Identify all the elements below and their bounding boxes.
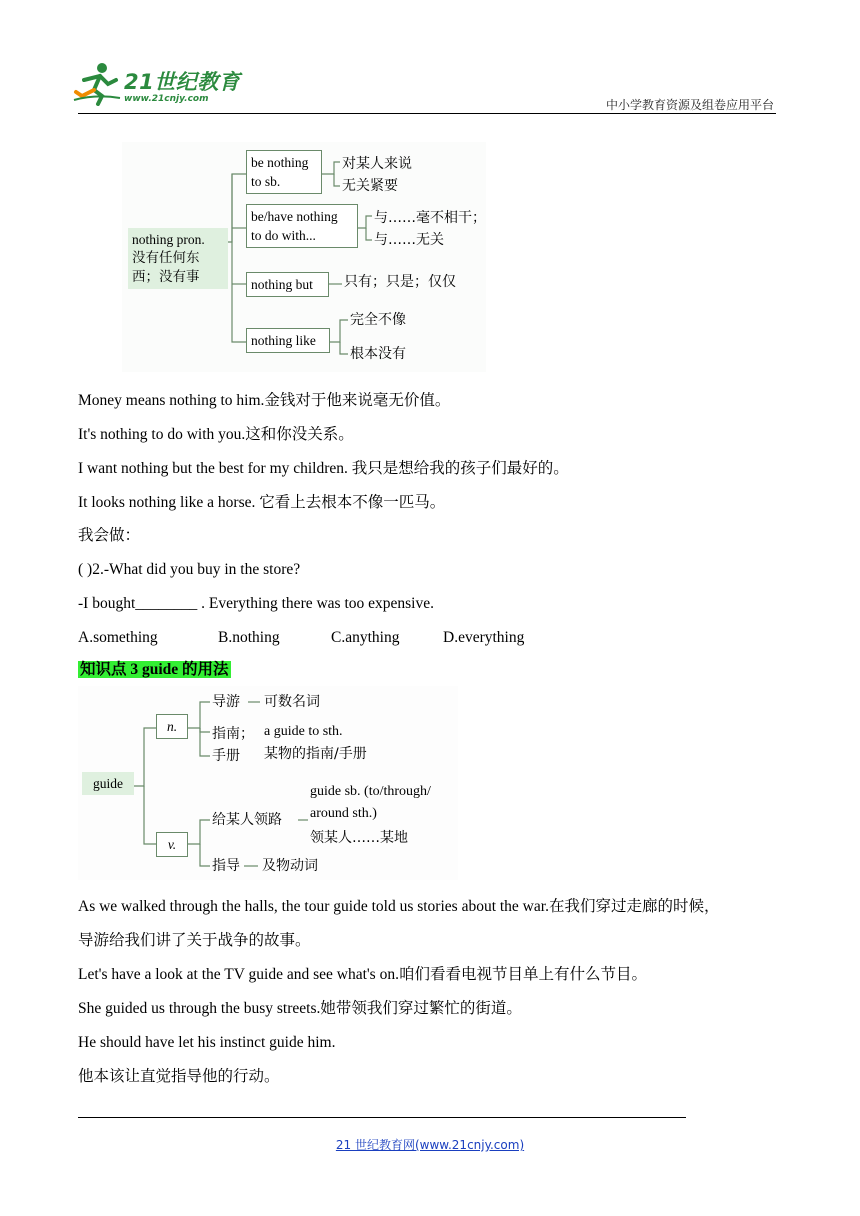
noun-label: n. xyxy=(166,719,178,734)
b4-en: nothing like xyxy=(251,333,316,348)
b4-zh-2: 根本没有 xyxy=(350,346,406,362)
b4-zh-1: 完全不像 xyxy=(350,312,406,328)
platform-name: 中小学教育资源及组卷应用平台 xyxy=(605,98,774,112)
example-4: It looks nothing like a horse. 它看上去根本不像一匹马。 xyxy=(78,494,446,511)
option-c: C.anything xyxy=(331,629,400,646)
guide-example-4-zh: 他本该让直觉指导他的行动。 xyxy=(78,1068,280,1085)
exercise-answer-line: -I bought________ . Everything there was too expensive. xyxy=(78,595,434,612)
section-3-highlight: 知识点 3 guide 的用法 xyxy=(80,661,229,678)
verb-node xyxy=(156,832,188,857)
guide-root-label: guide xyxy=(93,776,123,791)
noun-node xyxy=(156,714,188,739)
header-divider xyxy=(78,113,776,114)
b1-zh-1: 对某人来说 xyxy=(342,156,412,172)
v1-en-2: around sth.) xyxy=(310,806,377,821)
verb-label: v. xyxy=(167,837,177,852)
b2-en-2: to do with... xyxy=(251,228,316,243)
n2-zh: 指南； xyxy=(212,726,254,742)
n1-zh: 导游 xyxy=(212,694,240,710)
example-1: Money means nothing to him.金钱对于他来说毫无价值。 xyxy=(78,392,451,409)
logo-text: 21世纪教育 xyxy=(124,70,241,94)
root-node xyxy=(128,228,228,289)
branch-have-nothing xyxy=(246,204,358,248)
n2-en: a guide to sth. xyxy=(264,724,343,739)
b2-en-1: be/have nothing xyxy=(251,209,338,224)
logo-url: www.21cnjy.com xyxy=(124,94,209,104)
n3-desc: 某物的指南/手册 xyxy=(264,746,367,762)
section-3-title xyxy=(78,660,231,680)
b1-en-1: be nothing xyxy=(251,155,309,170)
n3-zh: 手册 xyxy=(212,748,240,764)
branch-nothing-like xyxy=(246,328,330,353)
option-d: D.everything xyxy=(443,629,525,646)
b3-en: nothing but xyxy=(251,277,313,292)
footer-link[interactable]: 21 世纪教育网(www.21cnjy.com) xyxy=(335,1138,525,1152)
b2-zh-1: 与……毫不相干； xyxy=(374,210,486,226)
v1-en-1: guide sb. (to/through/ xyxy=(310,784,431,799)
guide-example-2: Let's have a look at the TV guide and see what's on.咱们看看电视节目单上有什么节目。 xyxy=(78,966,647,983)
b1-en-2: to sb. xyxy=(251,174,281,189)
v1-desc: 领某人……某地 xyxy=(310,830,408,846)
b2-zh-2: 与……无关 xyxy=(374,232,444,248)
root-zh-1: 没有任何东 xyxy=(132,250,200,266)
guide-root xyxy=(82,772,134,795)
example-3: I want nothing but the best for my children. 我只是想给我的孩子们最好的。 xyxy=(78,460,569,477)
guide-example-1: As we walked through the halls, the tour guide told us stories about the war.在我们穿过走廊的时候， xyxy=(78,898,720,915)
b1-zh-2: 无关紧要 xyxy=(342,178,398,194)
nothing-mindmap xyxy=(122,142,486,372)
runner-logo-icon xyxy=(72,60,122,106)
exercise-question: ( )2.-What did you buy in the store? xyxy=(78,561,301,578)
guide-mindmap xyxy=(78,686,458,880)
b3-zh: 只有；只是；仅仅 xyxy=(344,274,456,290)
guide-example-1-cont: 导游给我们讲了关于战争的故事。 xyxy=(78,932,311,949)
root-zh-2: 西；没有事 xyxy=(132,269,200,285)
v2-zh: 指导 xyxy=(212,858,240,874)
branch-be-nothing xyxy=(246,150,322,194)
example-2: It's nothing to do with you.这和你没关系。 xyxy=(78,426,354,443)
exercise-label: 我会做： xyxy=(78,527,141,544)
guide-example-3: She guided us through the busy streets.她带领我们穿过繁忙的街道。 xyxy=(78,1000,522,1017)
v2-desc: 及物动词 xyxy=(262,858,318,874)
option-a: A.something xyxy=(78,629,158,646)
option-b: B.nothing xyxy=(218,629,280,646)
n1-desc: 可数名词 xyxy=(264,694,320,710)
footer-divider xyxy=(78,1117,686,1118)
branch-nothing-but xyxy=(246,272,329,297)
v1-zh: 给某人领路 xyxy=(212,812,282,828)
guide-example-4: He should have let his instinct guide him. xyxy=(78,1034,336,1051)
root-label: nothing pron. xyxy=(132,232,205,247)
